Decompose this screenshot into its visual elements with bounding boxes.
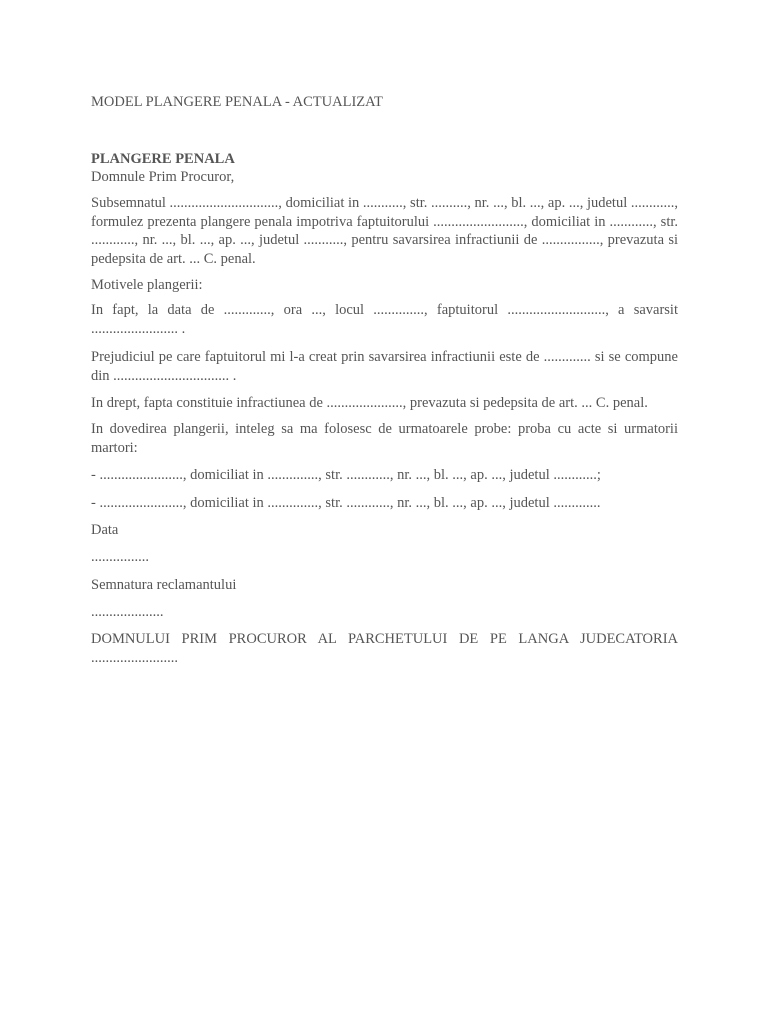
witness-line-2: - ......................., domiciliat in .............., str. ............, nr. ..., bl. ..., ap. ..., judetul ............. xyxy=(91,495,601,511)
document-title: MODEL PLANGERE PENALA - ACTUALIZAT xyxy=(91,94,383,110)
signature-value: .................... xyxy=(91,604,164,620)
salutation: Domnule Prim Procuror, xyxy=(91,169,235,185)
intro-paragraph: Subsemnatul .............................., domiciliat in ..........., str. .........., nr. ..., bl. ..., ap. ..., judetul ............, formulez prezenta plangere penala impotriva faptuitorului ........................., domiciliat in ............, str. ............, nr. ..., bl. ..., ap. ..., judetul ..........., pentru savarsirea infractiunii de ................, prevazuta si pedepsita de art. ... C. penal. xyxy=(91,195,678,267)
complaint-heading: PLANGERE PENALA xyxy=(91,151,235,167)
motives-label: Motivele plangerii: xyxy=(91,277,203,293)
facts-paragraph: In fapt, la data de ............., ora ..., locul .............., faptuitorul ..........................., a savarsit ........................ . xyxy=(91,302,678,337)
witness-line-1: - ......................., domiciliat in .............., str. ............, nr. ..., bl. ..., ap. ..., judetul ............; xyxy=(91,467,601,483)
signature-label: Semnatura reclamantului xyxy=(91,577,237,593)
damage-paragraph: Prejudiciul pe care faptuitorul mi l-a creat prin savarsirea infractiunii este de ............. si se compune din ................................ . xyxy=(91,349,678,384)
date-label: Data xyxy=(91,522,119,538)
proof-paragraph: In dovedirea plangerii, inteleg sa ma folosesc de urmatoarele probe: proba cu acte si urmatorii martori: xyxy=(91,421,678,456)
law-paragraph: In drept, fapta constituie infractiunea de ....................., prevazuta si pedepsita de art. ... C. penal. xyxy=(91,395,648,411)
date-value: ................ xyxy=(91,549,149,565)
addressee-paragraph: DOMNULUI PRIM PROCUROR AL PARCHETULUI DE PE LANGA JUDECATORIA ........................ xyxy=(91,631,678,666)
